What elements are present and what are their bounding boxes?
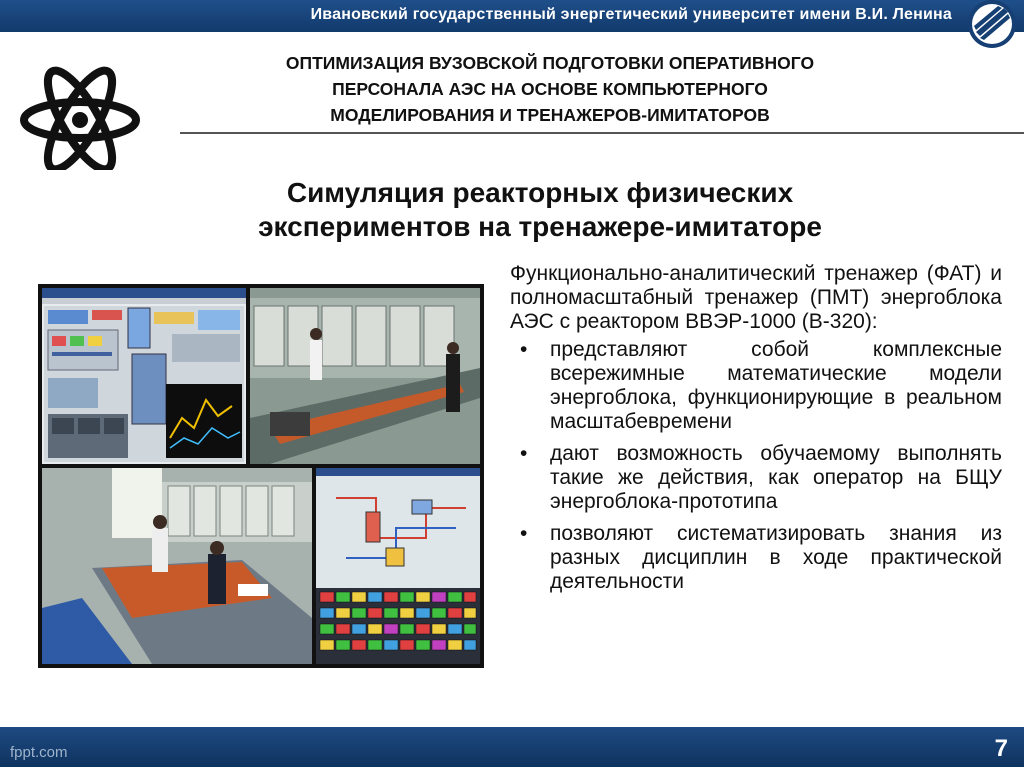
bullet-icon: • (520, 338, 528, 361)
presentation-title-line: ПЕРСОНАЛА АЭС НА ОСНОВЕ КОМПЬЮТЕРНОГО (332, 79, 768, 99)
bullet-text: дают возможность обучаемому выполнять такие же действия, как оператор на БЩУ энергоблока-прототипа (550, 442, 1002, 513)
intro-paragraph: Функционально-аналитический тренажер (ФАТ) и полномасштабный тренажер (ПМТ) энергоблока АЭС с реактором ВВЭР-1000 (В-320): (510, 262, 1002, 333)
university-name: Ивановский государственный энергетический университет имени В.И. Ленина (310, 6, 952, 23)
bullet-item (510, 442, 1002, 514)
atom-logo-icon (16, 66, 144, 170)
photo-collage (38, 284, 484, 668)
slide-title (150, 176, 930, 244)
presentation-title-line: МОДЕЛИРОВАНИЯ И ТРЕНАЖЕРОВ-ИМИТАТОРОВ (330, 105, 770, 125)
top-bar (0, 0, 1024, 32)
slide-title-line: экспериментов на тренажере-имитаторе (258, 211, 822, 242)
bullet-text: позволяют систематизировать знания из разных дисциплин в ходе практической деятельности (550, 522, 1002, 593)
bullet-icon: • (520, 522, 528, 545)
bottom-bar (0, 727, 1024, 767)
bullet-list (510, 338, 1002, 594)
watermark: fppt.com (10, 744, 68, 761)
bullet-item (510, 522, 1002, 594)
header-divider (180, 132, 1024, 134)
slide-number: 7 (994, 735, 1008, 762)
slide-title-line: Симуляция реакторных физических (286, 177, 794, 208)
university-logo-icon (964, 0, 1020, 56)
presentation-title-line: ОПТИМИЗАЦИЯ ВУЗОВСКОЙ ПОДГОТОВКИ ОПЕРАТИВНОГО (285, 53, 815, 73)
simulator-screen-photo (42, 288, 246, 464)
control-room-photo (250, 288, 480, 464)
presentation-title (180, 50, 920, 128)
bullet-item (510, 338, 1002, 434)
bullet-text: представляют собой комплексные всережимные математические модели энергоблока, функционирующие в реальном масштабевремени (550, 338, 1002, 433)
slide-body (510, 262, 1002, 602)
training-room-photo (42, 468, 312, 664)
bullet-icon: • (520, 442, 528, 465)
mimic-diagram-photo (316, 468, 480, 664)
